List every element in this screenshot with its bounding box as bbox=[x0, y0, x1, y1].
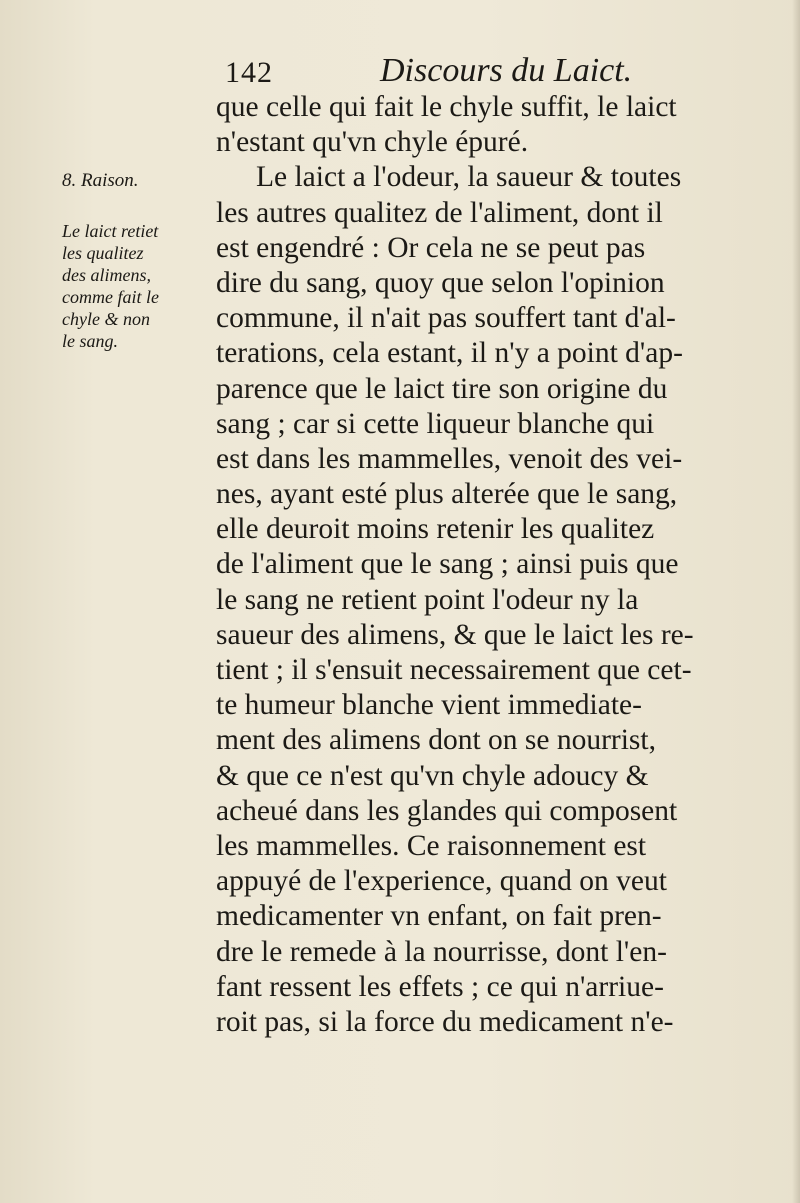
text-line: dre le remede à la nourrisse, dont l'en- bbox=[216, 935, 667, 968]
text-line: appuyé de l'experience, quand on veut bbox=[216, 865, 667, 898]
text-line: saueur des alimens, & que le laict les re- bbox=[216, 618, 694, 651]
text-line: que celle qui fait le chyle suffit, le laict bbox=[216, 91, 677, 123]
text-line: les autres qualitez de l'aliment, dont il bbox=[216, 196, 663, 229]
text-line: acheué dans les glandes qui composent bbox=[216, 794, 678, 827]
text-line: les mammelles. Ce raisonnement est bbox=[216, 829, 647, 862]
text-line: dire du sang, quoy que selon l'opinion bbox=[216, 266, 665, 299]
margin-note-head: 8. Raison. bbox=[62, 170, 139, 191]
margin-note-line: comme fait le bbox=[62, 287, 159, 307]
margin-note-line: des alimens, bbox=[62, 265, 151, 285]
text-line: de l'aliment que le sang ; ainsi puis que bbox=[216, 548, 679, 581]
text-line: te humeur blanche vient immediate- bbox=[216, 689, 642, 722]
text-line: commune, il n'ait pas souffert tant d'al- bbox=[216, 302, 676, 335]
margin-note-line: Le laict retiet bbox=[62, 221, 159, 241]
running-title: Discours du Laict. bbox=[380, 52, 633, 89]
margin-note-line: chyle & non bbox=[62, 309, 150, 329]
text-line: nes, ayant esté plus alterée que le sang, bbox=[216, 478, 678, 511]
text-line: & que ce n'est qu'vn chyle adoucy & bbox=[216, 759, 649, 792]
text-line: fant ressent les effets ; ce qui n'arriue- bbox=[216, 970, 664, 1003]
margin-note-line: le sang. bbox=[62, 331, 118, 351]
text-line: terations, cela estant, il n'y a point d'ap- bbox=[216, 337, 683, 370]
text-line: Le laict a l'odeur, la saueur & toutes bbox=[256, 161, 682, 194]
text-line: roit pas, si la force du medicament n'e- bbox=[216, 1005, 674, 1038]
text-line: tient ; il s'ensuit necessairement que cet- bbox=[216, 654, 692, 686]
text-line: elle deuroit moins retenir les qualitez bbox=[216, 513, 655, 546]
text-line: le sang ne retient point l'odeur ny la bbox=[216, 583, 639, 616]
text-line: n'estant qu'vn chyle épuré. bbox=[216, 126, 529, 159]
page-number: 142 bbox=[225, 56, 273, 89]
margin-note bbox=[62, 170, 212, 352]
text-line: ment des alimens dont on se nourrist, bbox=[216, 724, 656, 757]
text-line: est dans les mammelles, venoit des vei- bbox=[216, 442, 683, 475]
text-line: est engendré : Or cela ne se peut pas bbox=[216, 231, 646, 264]
text-line: medicamenter vn enfant, on fait pren- bbox=[216, 900, 662, 933]
body-text bbox=[216, 90, 792, 1040]
page-edge-shadow bbox=[792, 0, 800, 1203]
text-line: sang ; car si cette liqueur blanche qui bbox=[216, 407, 655, 440]
text-line: parence que le laict tire son origine du bbox=[216, 372, 668, 405]
margin-note-line: les qualitez bbox=[62, 243, 144, 263]
